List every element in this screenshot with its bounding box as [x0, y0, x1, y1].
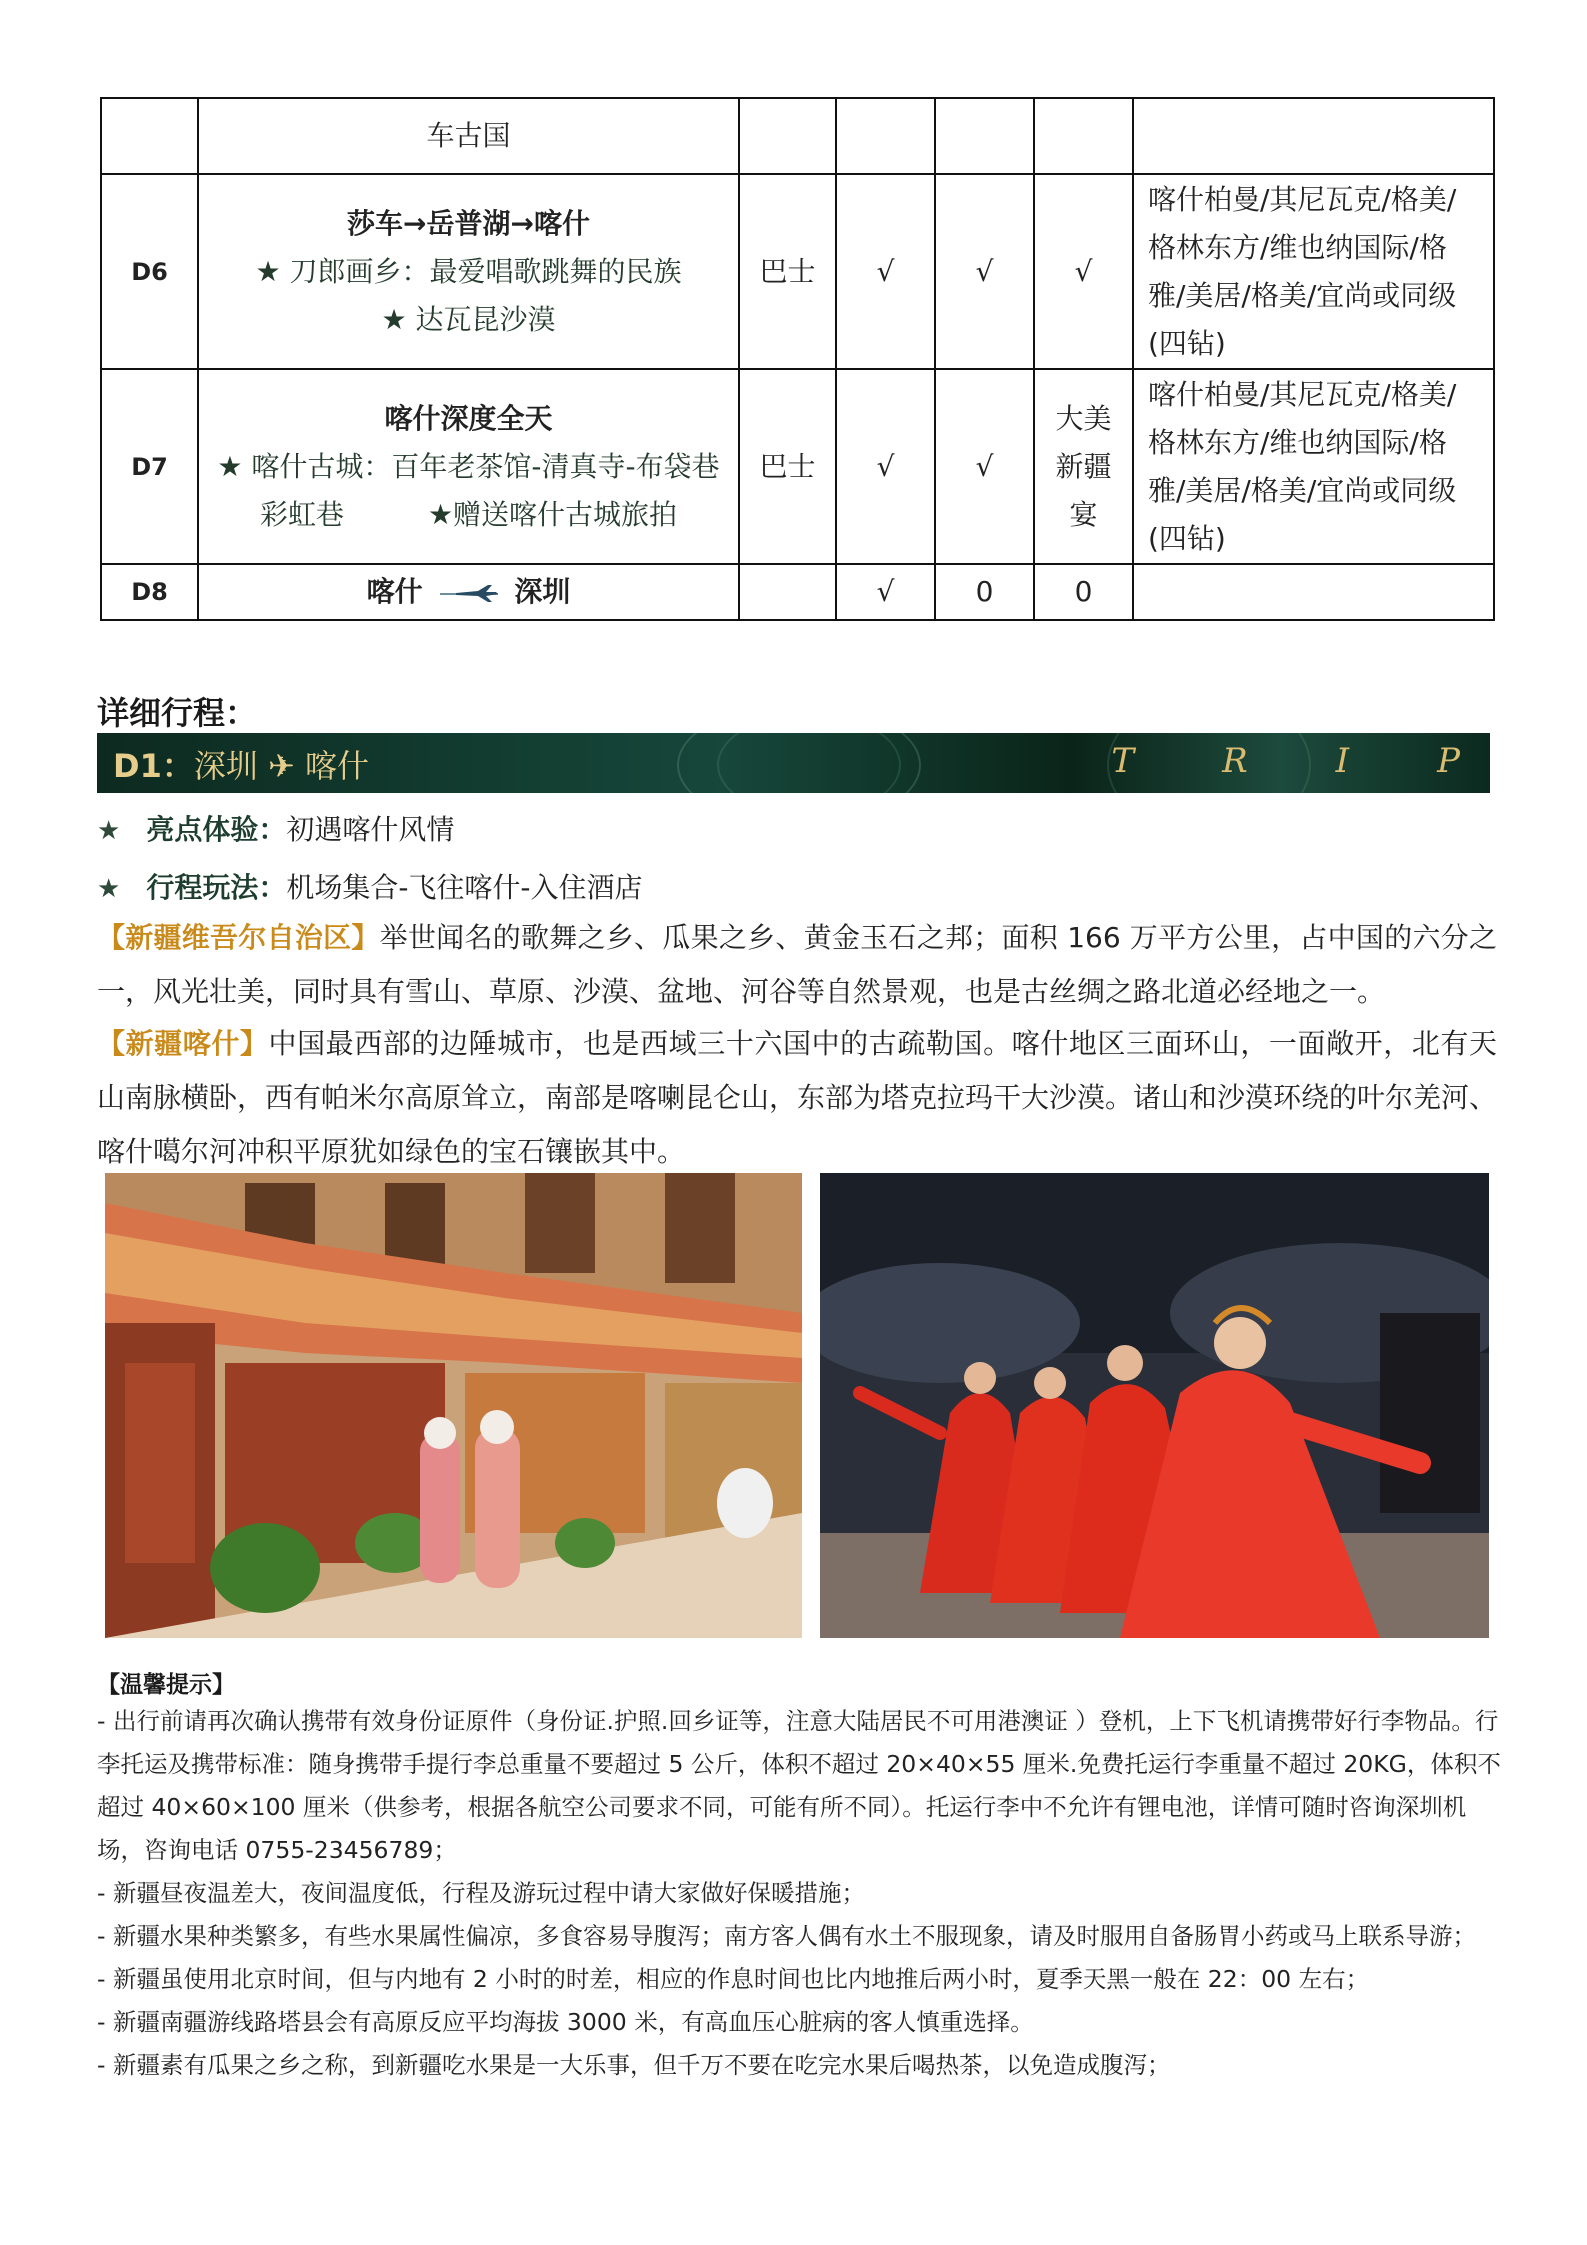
play-bullet	[97, 866, 643, 906]
paragraph-text: 中国最西部的边陲城市，也是西域三十六国中的古疏勒国。喀什地区三面环山，一面敞开，北有天山南脉横卧，西有帕米尔高原耸立，南部是喀喇昆仑山，东部为塔克拉玛干大沙漠。诸山和沙漠环绕的叶尔羌河、喀什噶尔河冲积平原犹如绿色的宝石镶嵌其中。	[97, 1027, 1498, 1168]
hotel-cell	[1133, 564, 1494, 620]
day-cell: D6	[101, 174, 198, 369]
route-cell	[198, 369, 739, 564]
banner-route: 深圳 ✈ 喀什	[193, 747, 370, 785]
day-cell: D8	[101, 564, 198, 620]
table-row	[101, 174, 1494, 369]
table-row	[101, 369, 1494, 564]
tips-title: 【温馨提示】	[97, 1672, 235, 1698]
route-line: ★ 刀郎画乡：最爱唱歌跳舞的民族	[255, 254, 682, 288]
route-line: 彩虹巷 ★赠送喀什古城旅拍	[259, 497, 678, 531]
trip-letter: R	[1222, 741, 1248, 781]
route-title: 莎车→岳普湖→喀什	[347, 206, 590, 240]
dinner-cell	[1034, 98, 1133, 174]
lunch-cell: 0	[935, 564, 1034, 620]
bullet-label: 亮点体验：	[146, 813, 287, 846]
breakfast-cell: √	[836, 564, 935, 620]
table-row	[101, 98, 1494, 174]
kashgar-paragraph	[97, 1017, 1497, 1179]
star-icon: ★	[97, 816, 121, 846]
route-to: 深圳	[514, 575, 571, 608]
tip-item: - 出行前请再次确认携带有效身份证原件（身份证.护照.回乡证等，注意大陆居民不可用港澳证 ）登机，上下飞机请携带好行李物品。行李托运及携带标准：随身携带手提行李总重量不要超过 5 公斤，体积不超过 20×40×55 厘米.免费托运行李重量不超过 20KG，体积不超过 40×60×100 厘米（供参考，根据各航空公司要求不同，可能有所不同）。托运行李中不允许有锂电池，详情可随时咨询深圳机场，咨询电话 0755-23456789；	[97, 1707, 1501, 1864]
tip-item: - 新疆南疆游线路塔县会有高原反应平均海拔 3000 米，有高血压心脏病的客人慎重选择。	[97, 2008, 1034, 2036]
xinjiang-paragraph	[97, 911, 1497, 1019]
banner-day	[113, 741, 369, 787]
tip-item: - 新疆昼夜温差大，夜间温度低，行程及游玩过程中请大家做好保暖措施；	[97, 1879, 865, 1907]
dinner-cell: √	[1034, 174, 1133, 369]
route-line: ★ 喀什古城：百年老茶馆-清真寺-布袋巷	[217, 449, 720, 483]
dancers-photo	[820, 1173, 1489, 1638]
transport-cell	[739, 98, 836, 174]
day-cell	[101, 98, 198, 174]
transport-cell: 巴士	[739, 174, 836, 369]
transport-cell: 巴士	[739, 369, 836, 564]
transport-cell	[739, 564, 836, 620]
bullet-text: 机场集合-飞往喀什-入住酒店	[286, 871, 643, 904]
paragraph-tag: 【新疆维吾尔自治区】	[97, 921, 380, 954]
trip-letter: T	[1111, 741, 1135, 781]
route-line: ★ 达瓦昆沙漠	[381, 302, 556, 336]
route-cell	[198, 564, 739, 620]
tips-list	[97, 1700, 1502, 2087]
tip-item: - 新疆虽使用北京时间，但与内地有 2 小时的时差，相应的作息时间也比内地推后两小时，夏季天黑一般在 22：00 左右；	[97, 1965, 1370, 1993]
dinner-cell: 大美新疆宴	[1034, 369, 1133, 564]
old-town-street-photo	[105, 1173, 802, 1638]
lunch-cell: √	[935, 174, 1034, 369]
banner-trip-word	[1111, 741, 1460, 781]
tip-item: - 新疆素有瓜果之乡之称，到新疆吃水果是一大乐事，但千万不要在吃完水果后喝热茶，以免造成腹泻；	[97, 2051, 1171, 2079]
trip-letter: P	[1437, 741, 1460, 781]
day-banner	[97, 733, 1490, 793]
route-cell	[198, 98, 739, 174]
breakfast-cell: √	[836, 174, 935, 369]
route-title: 喀什深度全天	[384, 401, 553, 435]
hotel-cell: 喀什柏曼/其尼瓦克/格美/格林东方/维也纳国际/格雅/美居/格美/宜尚或同级(四钻)	[1133, 369, 1494, 564]
paragraph-text: 举世闻名的歌舞之乡、瓜果之乡、黄金玉石之邦；面积 166 万平方公里，占中国的六分之一，风光壮美，同时具有雪山、草原、沙漠、盆地、河谷等自然景观，也是古丝绸之路北道必经地之一。	[97, 921, 1497, 1008]
trip-letter: I	[1335, 741, 1350, 781]
breakfast-cell	[836, 98, 935, 174]
route-from: 喀什	[366, 575, 423, 608]
hotel-cell	[1133, 98, 1494, 174]
tip-item: - 新疆水果种类繁多，有些水果属性偏凉，多食容易导腹泻；南方客人偶有水土不服现象，请及时服用自备肠胃小药或马上联系导游；	[97, 1922, 1476, 1950]
bullet-text: 初遇喀什风情	[286, 813, 455, 846]
paragraph-tag: 【新疆喀什】	[97, 1027, 269, 1060]
dinner-cell: 0	[1034, 564, 1133, 620]
lunch-cell: √	[935, 369, 1034, 564]
highlight-bullet	[97, 808, 454, 848]
section-title: 详细行程：	[97, 694, 258, 732]
itinerary-table	[100, 97, 1495, 621]
route-cell	[198, 174, 739, 369]
star-icon: ★	[97, 874, 121, 904]
bullet-label: 行程玩法：	[146, 871, 287, 904]
plane-icon	[438, 582, 500, 604]
banner-day-number: D1：	[113, 747, 194, 785]
day-cell: D7	[101, 369, 198, 564]
table-row	[101, 564, 1494, 620]
route-line: 车古国	[426, 119, 511, 152]
breakfast-cell: √	[836, 369, 935, 564]
lunch-cell	[935, 98, 1034, 174]
hotel-cell: 喀什柏曼/其尼瓦克/格美/格林东方/维也纳国际/格雅/美居/格美/宜尚或同级(四钻)	[1133, 174, 1494, 369]
